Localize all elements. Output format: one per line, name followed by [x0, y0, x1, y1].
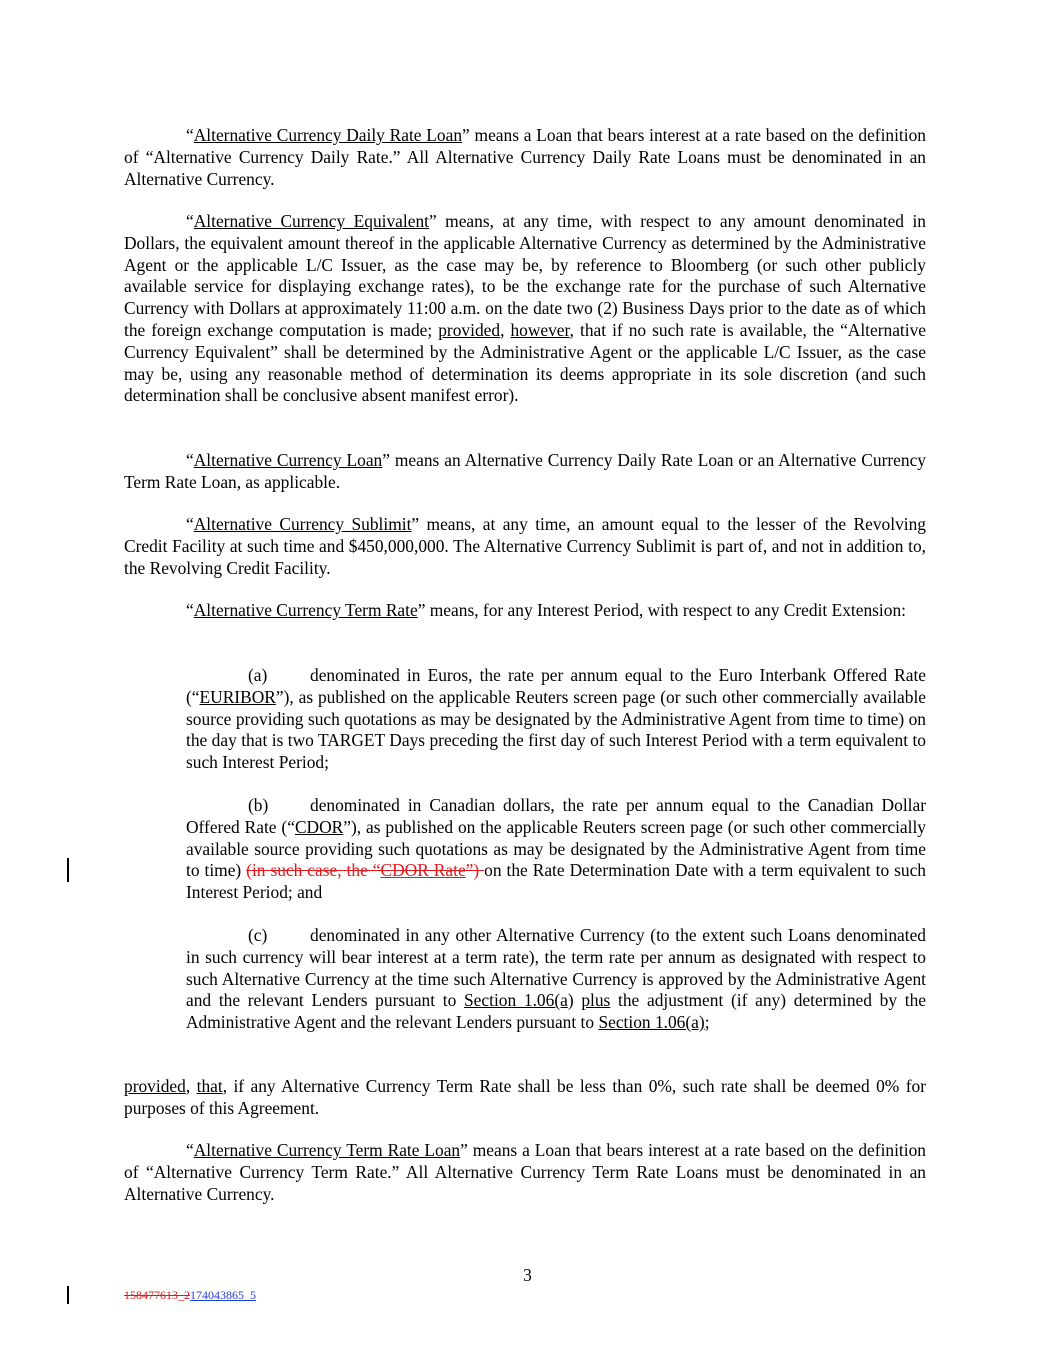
definition-loan: “Alternative Currency Loan” means an Alternative Currency Daily Rate Loan or an Alternative Currency Term Rate Loan, as applicable. [124, 450, 927, 492]
document-id [124, 1288, 256, 1303]
inserted-doc-id: 174043865_5 [190, 1288, 256, 1302]
definition-sublimit: “Alternative Currency Sublimit” means, at any time, an amount equal to the lesser of the Revolving Credit Facility at such time and $450,000,000. The Alternative Currency Sublimit is part of, and not in addition to, the Revolving Credit Facility. [124, 514, 927, 578]
definition-term-rate: “Alternative Currency Term Rate” means, for any Interest Period, with respect to any Credit Extension: [186, 600, 906, 620]
defined-term: Alternative Currency Term Rate [193, 600, 418, 620]
clause-b: (b) denominated in Canadian dollars, the rate per annum equal to the Canadian Dollar Offered Rate (“CDOR”), as published on the applicable Reuters screen page (or such other commercially available source providing such quotations as may be designated by the Administrative Agent from time to time) (in such case, the “CDOR Rate”) on the Rate Determination Date with a term equivalent to such Interest Period; and [186, 795, 926, 903]
defined-term: Alternative Currency Term Rate Loan [193, 1140, 461, 1160]
deleted-doc-id: 158477613_2 [124, 1288, 190, 1302]
defined-term: Alternative Currency Equivalent [193, 211, 429, 231]
change-bar [67, 1286, 69, 1304]
clause-a: (a) denominated in Euros, the rate per annum equal to the Euro Interbank Offered Rate (“EURIBOR”), as published on the applicable Reuters screen page (or such other commercially available source providing such quotations as may be designated by the Administrative Agent from time to time) on the day that is two TARGET Days preceding the first day of such Interest Period with a term equivalent to such Interest Period; [186, 665, 926, 773]
defined-term: Alternative Currency Daily Rate Loan [193, 125, 463, 145]
deleted-text: (in such case, the “CDOR Rate”) [246, 860, 485, 881]
clause-c: (c) denominated in any other Alternative Currency (to the extent such Loans denominated in such currency will bear interest at a term rate), the term rate per annum as designated with respect to such Alternative Currency at the time such Alternative Currency is approved by the Administrative Agent and the relevant Lenders pursuant to Section 1.06(a) plus the adjustment (if any) determined by the Administrative Agent and the relevant Lenders pursuant to Section 1.06(a); [186, 925, 926, 1033]
clause-label: (a) [248, 665, 268, 685]
clause-label: (c) [248, 925, 268, 945]
defined-term: Alternative Currency Sublimit [193, 514, 412, 534]
definition-term-rate-loan: “Alternative Currency Term Rate Loan” means a Loan that bears interest at a rate based on the definition of “Alternative Currency Term Rate.” All Alternative Currency Term Rate Loans must be denominated in an Alternative Currency. [124, 1140, 926, 1204]
proviso: provided, that, if any Alternative Currency Term Rate shall be less than 0%, such rate shall be deemed 0% for purposes of this Agreement. [124, 1076, 926, 1118]
page-number: 3 [523, 1265, 532, 1285]
change-bar [67, 858, 69, 882]
definition-equivalent: “Alternative Currency Equivalent” means, at any time, with respect to any amount denominated in Dollars, the equivalent amount thereof in the applicable Alternative Currency as determined by the Administrative Agent or the applicable L/C Issuer, as the case may be, by reference to Bloomberg (or such other publicly available service for displaying exchange rates), to be the exchange rate for the purchase of such Alternative Currency with Dollars at approximately 11:00 a.m. on the date two (2) Business Days prior to the date as of which the foreign exchange computation is made; provided, however, that if no such rate is available, the “Alternative Currency Equivalent” shall be determined by the Administrative Agent or the applicable L/C Issuer, as the case may be, using any reasonable method of determination its deems appropriate in its sole discretion (and such determination shall be conclusive absent manifest error). [124, 211, 927, 406]
definition-daily-rate-loan: “Alternative Currency Daily Rate Loan” means a Loan that bears interest at a rate based on the definition of “Alternative Currency Daily Rate.” All Alternative Currency Daily Rate Loans must be denominated in an Alternative Currency. [124, 125, 926, 189]
defined-term: Alternative Currency Loan [193, 450, 383, 470]
clause-label: (b) [248, 795, 269, 815]
